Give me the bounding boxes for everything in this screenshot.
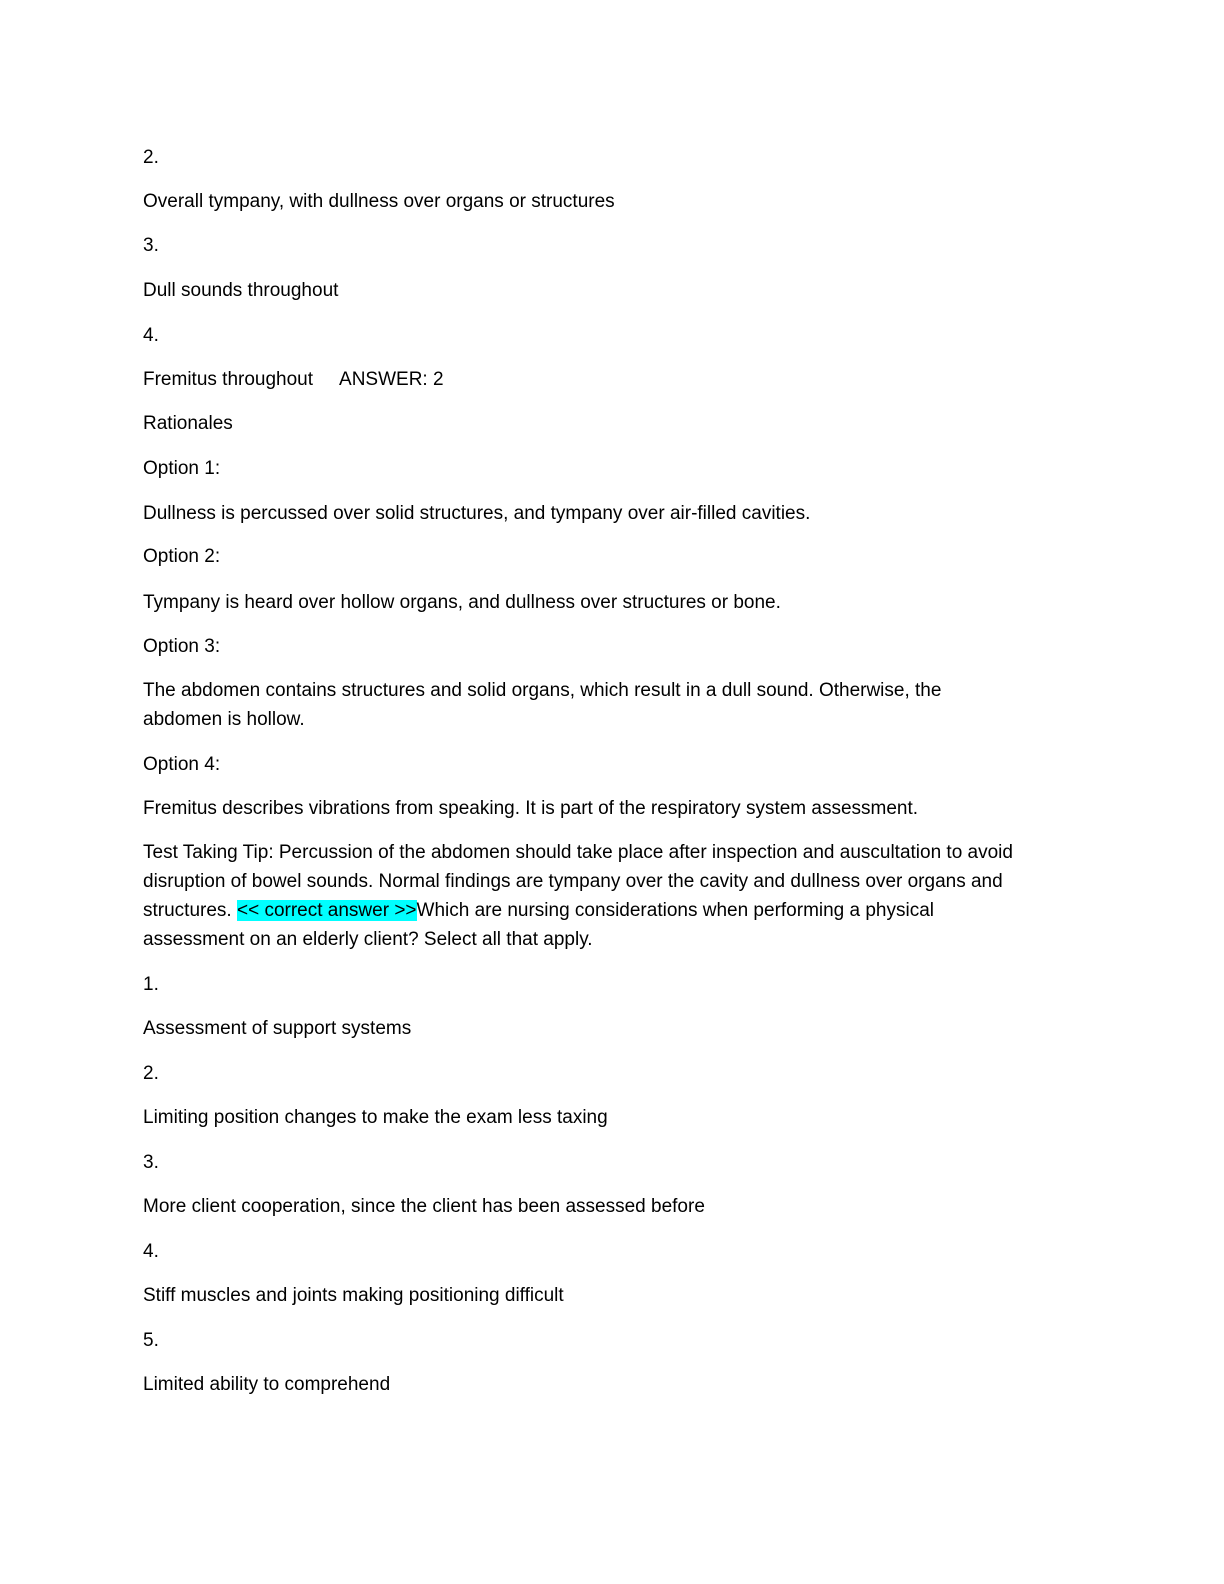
option-text: Overall tympany, with dullness over organs or structures: [143, 191, 615, 212]
rationale-label: Option 2:: [143, 546, 221, 567]
tip-with-next-question: [143, 896, 1083, 925]
option-number: 3.: [143, 235, 159, 256]
rationale-text: The abdomen contains structures and solid organs, which result in a dull sound. Otherwise, the: [143, 680, 942, 701]
option-text: More client cooperation, since the client has been assessed before: [143, 1196, 705, 1217]
option-text: Fremitus throughout: [143, 369, 314, 390]
next-question-text: assessment on an elderly client? Select all that apply.: [143, 929, 593, 950]
rationale-text: Fremitus describes vibrations from speaking. It is part of the respiratory system assessment.: [143, 798, 919, 819]
rationale-text: Tympany is heard over hollow organs, and dullness over structures or bone.: [143, 592, 781, 613]
next-question-text: Which are nursing considerations when performing a physical: [416, 900, 935, 921]
rationale-label: Option 1:: [143, 458, 221, 479]
option-number: 4.: [143, 1241, 159, 1262]
test-taking-tip: Test Taking Tip: Percussion of the abdomen should take place after inspection and auscultation to avoid: [143, 842, 1013, 863]
option-number: 5.: [143, 1330, 159, 1351]
rationales-heading: Rationales: [143, 413, 233, 434]
option-text: Dull sounds throughout: [143, 280, 339, 301]
rationale-text-continued: abdomen is hollow.: [143, 709, 305, 730]
option-number: 4.: [143, 325, 159, 346]
correct-answer-marker: << correct answer >>: [236, 900, 417, 921]
option-number: 2.: [143, 1063, 159, 1084]
option-number: 3.: [143, 1152, 159, 1173]
option-with-answer: [143, 365, 1083, 394]
option-text: Limited ability to comprehend: [143, 1374, 391, 1395]
option-number: 2.: [143, 147, 159, 168]
rationale-text: Dullness is percussed over solid structures, and tympany over air-filled cavities.: [143, 503, 811, 524]
rationale-label: Option 3:: [143, 636, 221, 657]
test-taking-tip: disruption of bowel sounds. Normal findings are tympany over the cavity and dullness over organs and: [143, 871, 1003, 892]
option-text: Assessment of support systems: [143, 1018, 412, 1039]
rationale-label: Option 4:: [143, 754, 221, 775]
test-taking-tip: structures.: [143, 900, 237, 921]
option-text: Stiff muscles and joints making positioning difficult: [143, 1285, 564, 1306]
option-text: Limiting position changes to make the exam less taxing: [143, 1107, 608, 1128]
answer-label: ANSWER: 2: [339, 369, 444, 390]
option-number: 1.: [143, 974, 159, 995]
